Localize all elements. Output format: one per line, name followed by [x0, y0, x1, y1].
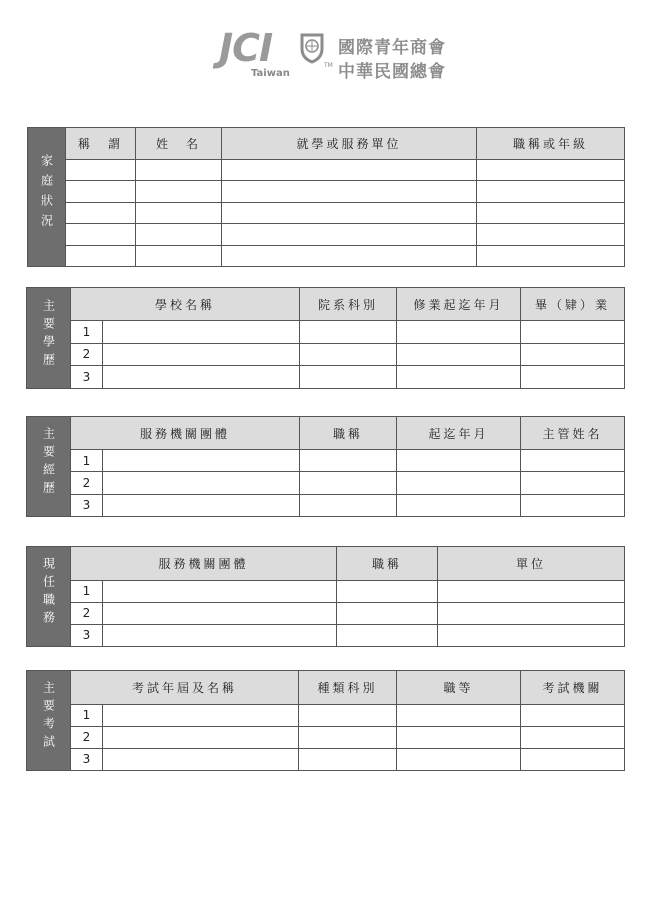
row-number: 2 — [71, 726, 103, 748]
current-header-unit: 單位 — [438, 547, 625, 581]
input-cell[interactable] — [397, 343, 521, 366]
input-cell[interactable] — [300, 343, 397, 366]
input-cell[interactable] — [136, 202, 222, 223]
education-header-graduation: 畢（肄）業 — [521, 288, 625, 321]
table-row — [27, 581, 625, 603]
input-cell[interactable] — [136, 245, 222, 267]
input-cell[interactable] — [438, 581, 625, 603]
current-header-title: 職稱 — [337, 547, 438, 581]
table-row — [28, 245, 625, 267]
experience-table — [26, 416, 625, 517]
family-header-relation: 稱 謂 — [66, 128, 136, 160]
exams-header-category: 種類科別 — [299, 671, 397, 705]
input-cell[interactable] — [66, 245, 136, 267]
input-cell[interactable] — [477, 160, 625, 181]
exams-section-label-text: 主要考試 — [41, 681, 56, 753]
table-row — [27, 366, 625, 389]
input-cell[interactable] — [66, 160, 136, 181]
input-cell[interactable] — [477, 181, 625, 202]
experience-header-organization: 服務機關團體 — [71, 417, 300, 450]
row-number: 1 — [71, 581, 103, 603]
row-number: 3 — [71, 748, 103, 770]
input-cell[interactable] — [136, 181, 222, 202]
experience-header-title: 職稱 — [300, 417, 397, 450]
jci-chinese-name-line1: 國際青年商會 — [338, 38, 446, 58]
jci-brand-text: JCI — [219, 26, 273, 70]
table-row — [27, 624, 625, 646]
input-cell[interactable] — [222, 181, 477, 202]
input-cell[interactable] — [521, 366, 625, 389]
table-row — [27, 726, 625, 748]
table-row — [28, 160, 625, 181]
table-row — [27, 450, 625, 472]
experience-section-label — [27, 417, 71, 517]
table-row — [27, 748, 625, 770]
experience-section-label-text: 主要經歷 — [41, 427, 56, 499]
input-cell[interactable] — [103, 624, 337, 646]
input-cell[interactable] — [397, 726, 521, 748]
education-table — [26, 287, 625, 389]
education-header-study-period: 修業起迄年月 — [397, 288, 521, 321]
input-cell[interactable] — [397, 494, 521, 516]
input-cell[interactable] — [222, 224, 477, 245]
row-number: 1 — [71, 321, 103, 344]
input-cell[interactable] — [521, 472, 625, 494]
input-cell[interactable] — [300, 494, 397, 516]
family-section-label — [28, 128, 66, 267]
input-cell[interactable] — [397, 366, 521, 389]
input-cell[interactable] — [521, 726, 625, 748]
experience-header-period: 起迄年月 — [397, 417, 521, 450]
input-cell[interactable] — [397, 705, 521, 727]
jci-taiwan-text: Taiwan — [251, 68, 290, 79]
input-cell[interactable] — [103, 366, 300, 389]
input-cell[interactable] — [438, 624, 625, 646]
row-number: 3 — [71, 366, 103, 389]
input-cell[interactable] — [299, 748, 397, 770]
education-section-label — [27, 288, 71, 389]
input-cell[interactable] — [397, 472, 521, 494]
exams-table — [26, 670, 625, 771]
current-section-label — [27, 547, 71, 647]
input-cell[interactable] — [222, 245, 477, 267]
current-section-label-text: 現任職務 — [41, 557, 56, 629]
input-cell[interactable] — [103, 321, 300, 344]
family-status-table — [27, 127, 625, 267]
input-cell[interactable] — [397, 450, 521, 472]
trademark-mark: TM — [324, 62, 333, 69]
jci-emblem-icon — [299, 32, 325, 64]
input-cell[interactable] — [103, 748, 299, 770]
input-cell[interactable] — [438, 602, 625, 624]
row-number: 2 — [71, 472, 103, 494]
row-number: 1 — [71, 705, 103, 727]
input-cell[interactable] — [103, 450, 300, 472]
input-cell[interactable] — [521, 321, 625, 344]
current-header-organization: 服務機關團體 — [71, 547, 337, 581]
family-header-title-or-grade: 職稱或年級 — [477, 128, 625, 160]
input-cell[interactable] — [337, 581, 438, 603]
input-cell[interactable] — [337, 624, 438, 646]
table-row — [27, 602, 625, 624]
input-cell[interactable] — [397, 748, 521, 770]
input-cell[interactable] — [103, 602, 337, 624]
row-number: 2 — [71, 343, 103, 366]
input-cell[interactable] — [299, 705, 397, 727]
jci-chinese-name-line2: 中華民國總會 — [338, 62, 446, 82]
exams-header-exam-name: 考試年屆及名稱 — [71, 671, 299, 705]
table-row — [27, 343, 625, 366]
family-header-name: 姓 名 — [136, 128, 222, 160]
input-cell[interactable] — [103, 494, 300, 516]
input-cell[interactable] — [66, 202, 136, 223]
input-cell[interactable] — [103, 726, 299, 748]
input-cell[interactable] — [103, 472, 300, 494]
row-number: 3 — [71, 624, 103, 646]
input-cell[interactable] — [477, 202, 625, 223]
row-number: 1 — [71, 450, 103, 472]
table-row — [27, 321, 625, 344]
table-row — [27, 472, 625, 494]
input-cell[interactable] — [397, 321, 521, 344]
input-cell[interactable] — [103, 343, 300, 366]
row-number: 3 — [71, 494, 103, 516]
input-cell[interactable] — [103, 705, 299, 727]
table-row — [28, 224, 625, 245]
row-number: 2 — [71, 602, 103, 624]
input-cell[interactable] — [300, 366, 397, 389]
input-cell[interactable] — [521, 748, 625, 770]
exams-header-grade: 職等 — [397, 671, 521, 705]
education-section-label-text: 主要學歷 — [41, 298, 56, 371]
input-cell[interactable] — [300, 472, 397, 494]
input-cell[interactable] — [300, 450, 397, 472]
experience-header-supervisor: 主管姓名 — [521, 417, 625, 450]
input-cell[interactable] — [521, 450, 625, 472]
input-cell[interactable] — [222, 160, 477, 181]
input-cell[interactable] — [222, 202, 477, 223]
input-cell[interactable] — [136, 160, 222, 181]
input-cell[interactable] — [103, 581, 337, 603]
input-cell[interactable] — [136, 224, 222, 245]
input-cell[interactable] — [66, 181, 136, 202]
input-cell[interactable] — [477, 224, 625, 245]
input-cell[interactable] — [521, 705, 625, 727]
exams-header-authority: 考試機關 — [521, 671, 625, 705]
table-row — [27, 494, 625, 516]
input-cell[interactable] — [300, 321, 397, 344]
input-cell[interactable] — [521, 343, 625, 366]
table-row — [27, 705, 625, 727]
current-position-table — [26, 546, 625, 647]
exams-section-label — [27, 671, 71, 771]
family-section-label-text: 家庭狀況 — [39, 153, 54, 234]
table-row — [28, 181, 625, 202]
table-row — [28, 202, 625, 223]
input-cell[interactable] — [477, 245, 625, 267]
input-cell[interactable] — [521, 494, 625, 516]
input-cell[interactable] — [299, 726, 397, 748]
input-cell[interactable] — [66, 224, 136, 245]
family-header-school-or-employer: 就學或服務單位 — [222, 128, 477, 160]
education-header-school-name: 學校名稱 — [71, 288, 300, 321]
input-cell[interactable] — [337, 602, 438, 624]
education-header-department: 院系科別 — [300, 288, 397, 321]
